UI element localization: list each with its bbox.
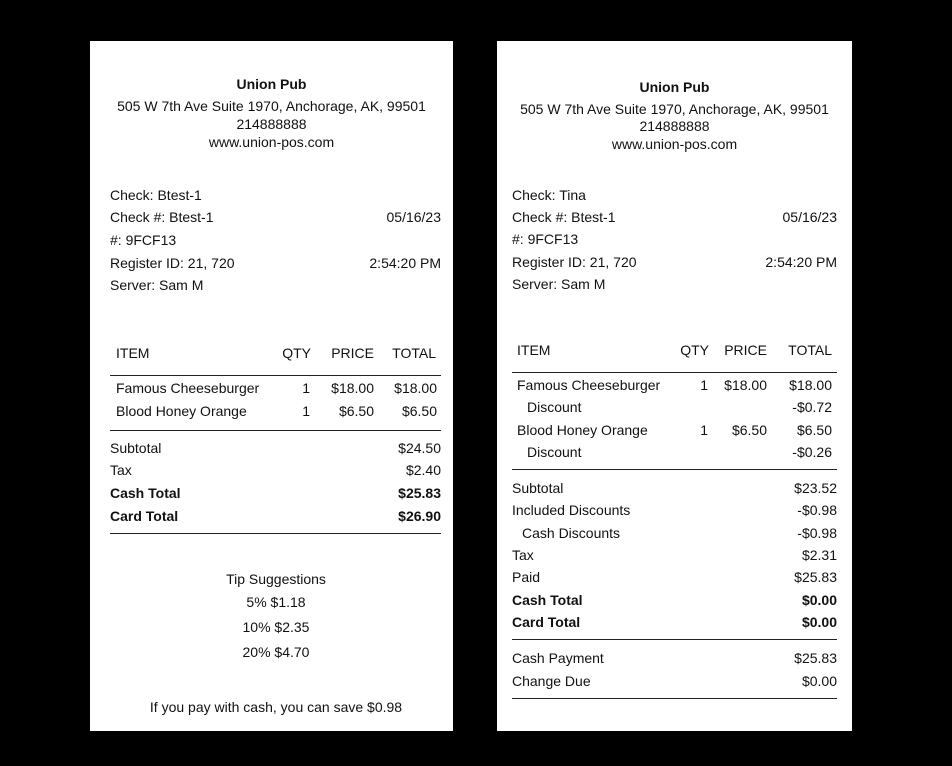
card-total-label: Card Total	[110, 508, 179, 524]
item-qty: 1	[700, 377, 708, 393]
item-name: Blood Honey Orange	[517, 422, 648, 438]
cash-total-label: Cash Total	[110, 485, 181, 501]
divider	[512, 469, 837, 470]
divider	[512, 639, 837, 640]
item-name: Blood Honey Orange	[116, 403, 247, 419]
item-total: $6.50	[796, 422, 832, 438]
check-name: Check: Tina	[512, 187, 586, 203]
change-due-label: Change Due	[512, 673, 591, 689]
item-total: $18.00	[394, 380, 437, 396]
discount-label: Discount	[527, 399, 582, 415]
discount-value: -$0.72	[792, 399, 832, 415]
card-total-label: Card Total	[512, 614, 581, 630]
cash-total-value: $25.83	[398, 485, 441, 501]
item-qty: 1	[302, 403, 310, 419]
divider	[110, 430, 441, 431]
check-hash: #: 9FCF13	[110, 232, 177, 248]
cash-discounts-value: -$0.98	[797, 525, 837, 541]
register-id: Register ID: 21, 720	[512, 254, 637, 270]
card-total-value: $26.90	[398, 508, 441, 524]
cash-payment-label: Cash Payment	[512, 650, 604, 666]
divider	[110, 533, 441, 534]
subtotal-label: Subtotal	[110, 440, 162, 456]
subtotal-label: Subtotal	[512, 480, 564, 496]
column-qty: QTY	[282, 345, 311, 361]
column-price: PRICE	[331, 345, 374, 361]
tax-label: Tax	[110, 462, 132, 478]
discount-label: Discount	[527, 444, 582, 460]
subtotal-value: $24.50	[398, 440, 441, 456]
check-time: 2:54:20 PM	[369, 255, 441, 271]
server-name: Server: Sam M	[512, 276, 606, 292]
divider	[512, 372, 837, 373]
discount-value: -$0.26	[792, 444, 832, 460]
register-id: Register ID: 21, 720	[110, 255, 235, 271]
column-qty: QTY	[680, 342, 709, 358]
tip-line: 10% $2.35	[242, 619, 310, 635]
item-total: $18.00	[789, 377, 832, 393]
column-item: ITEM	[116, 345, 150, 361]
cash-total-value: $0.00	[801, 592, 837, 608]
receipt-right	[497, 41, 852, 731]
store-address: 505 W 7th Ave Suite 1970, Anchorage, AK, 99501	[117, 98, 426, 114]
item-qty: 1	[700, 422, 708, 438]
item-name: Famous Cheeseburger	[517, 377, 661, 393]
receipt-left	[90, 41, 453, 731]
item-price: $6.50	[731, 422, 767, 438]
paid-label: Paid	[512, 569, 541, 585]
check-date: 05/16/23	[782, 209, 837, 225]
cash-total-label: Cash Total	[512, 592, 583, 608]
check-name: Check: Btest-1	[110, 187, 202, 203]
check-hash: #: 9FCF13	[512, 231, 579, 247]
cash-discounts-label: Cash Discounts	[522, 525, 621, 541]
cash-payment-value: $25.83	[794, 650, 837, 666]
tax-label: Tax	[512, 547, 534, 563]
column-item: ITEM	[517, 342, 551, 358]
item-total: $6.50	[401, 403, 437, 419]
store-address: 505 W 7th Ave Suite 1970, Anchorage, AK, 99501	[520, 101, 829, 117]
included-discounts-value: -$0.98	[797, 502, 837, 518]
tax-value: $2.31	[801, 547, 837, 563]
item-price: $6.50	[338, 403, 374, 419]
item-qty: 1	[302, 380, 310, 396]
paid-value: $25.83	[794, 569, 837, 585]
card-total-value: $0.00	[801, 614, 837, 630]
tip-line: 20% $4.70	[242, 644, 310, 660]
store-phone: 214888888	[639, 118, 710, 134]
divider	[512, 698, 837, 699]
store-website: www.union-pos.com	[611, 136, 738, 152]
store-name: Union Pub	[639, 79, 710, 95]
change-due-value: $0.00	[801, 673, 837, 689]
item-name: Famous Cheeseburger	[116, 380, 260, 396]
tip-line: 5% $1.18	[246, 594, 306, 610]
included-discounts-label: Included Discounts	[512, 502, 631, 518]
check-date: 05/16/23	[386, 209, 441, 225]
cash-savings-note: If you pay with cash, you can save $0.98	[149, 699, 403, 715]
column-total: TOTAL	[392, 345, 436, 361]
column-total: TOTAL	[788, 342, 832, 358]
tax-value: $2.40	[405, 462, 441, 478]
check-number: Check #: Btest-1	[512, 209, 616, 225]
item-price: $18.00	[724, 377, 767, 393]
check-time: 2:54:20 PM	[765, 254, 837, 270]
tip-title: Tip Suggestions	[226, 571, 326, 587]
subtotal-value: $23.52	[794, 480, 837, 496]
store-website: www.union-pos.com	[208, 134, 335, 150]
column-price: PRICE	[724, 342, 767, 358]
check-number: Check #: Btest-1	[110, 209, 214, 225]
server-name: Server: Sam M	[110, 277, 204, 293]
store-name: Union Pub	[236, 76, 307, 92]
item-price: $18.00	[331, 380, 374, 396]
divider	[110, 375, 441, 376]
store-phone: 214888888	[236, 116, 307, 132]
